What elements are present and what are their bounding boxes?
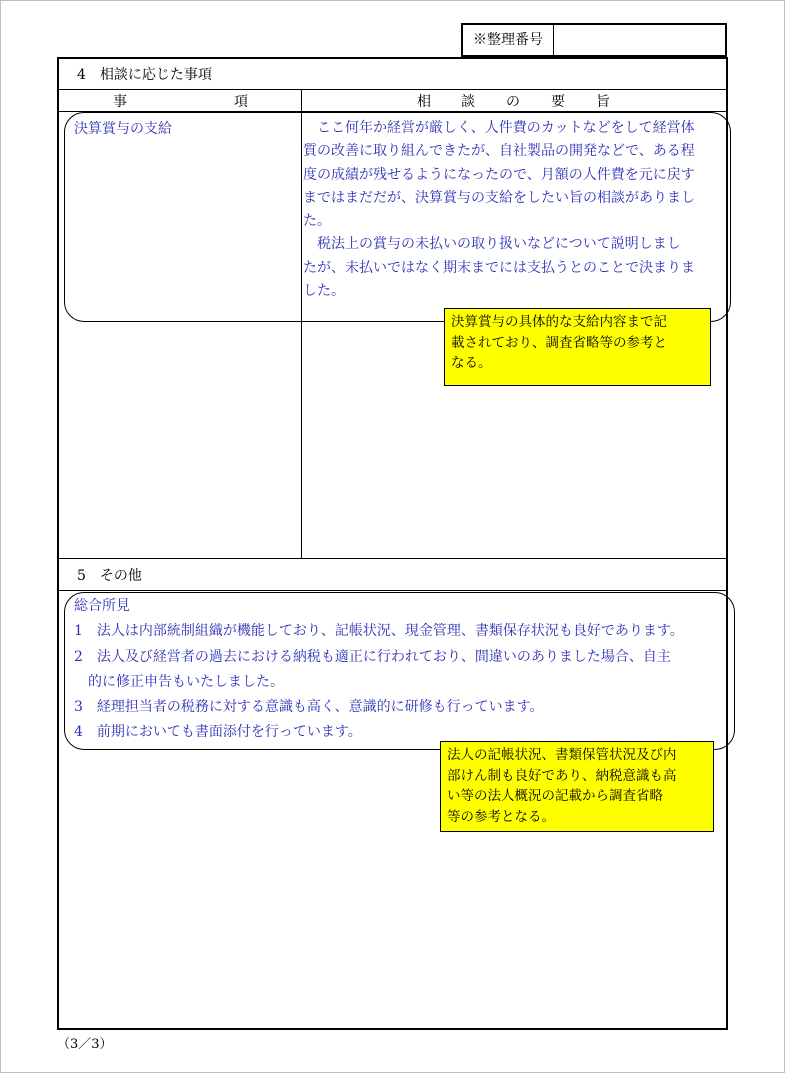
summary-line: 質の改善に取り組んできたが、自社製品の開発などで、ある程 (303, 143, 695, 160)
annotation-note: 法人の記帳状況、書類保管状況及び内 部けん制も良好であり、納税意識も高 い等の法人概況の記載から調査省略 等の参考となる。 (440, 741, 714, 832)
summary-line: た。 (303, 213, 331, 230)
summary-line: した。 (303, 283, 345, 300)
summary-line: 度の成績が残せるようになったので、月額の人件費を元に戻す (303, 166, 695, 183)
section5-title: 5 その他 (77, 568, 142, 584)
findings-heading: 総合所見 (74, 598, 130, 614)
divider (58, 590, 727, 591)
summary-line: たが、未払いではなく期末までには支払うとのことで決まりま (303, 259, 695, 276)
findings-line: 1 法人は内部統制組織が機能しており、記帳状況、現金管理、書類保存状況も良好であります。 (74, 623, 684, 640)
summary-line: ここ何年か経営が厳しく、人件費のカットなどをして経営体 (303, 120, 695, 136)
summary-line: 税法上の賞与の未払いの取り扱いなどについて説明しまし (303, 236, 681, 253)
consult-item: 決算賞与の支給 (74, 121, 172, 137)
findings-line: 4 前期においても書面添付を行っています。 (74, 724, 362, 741)
divider (58, 558, 727, 559)
divider (58, 89, 727, 90)
reference-number-value[interactable] (554, 25, 725, 55)
section4-title: 4 相談に応じた事項 (77, 67, 212, 83)
reference-number-label: ※整理番号 (463, 25, 554, 55)
findings-line: 3 経理担当者の税務に対する意識も高く、意識的に研修も行っています。 (74, 699, 544, 716)
highlight-outline (64, 112, 731, 322)
findings-line: 的に修正申告もいたしました。 (74, 673, 284, 690)
highlight-outline (64, 592, 735, 750)
reference-number-box (461, 23, 727, 57)
findings-line: 2 法人及び経営者の過去における納税も適正に行われており、間違いのありました場合、自主 (74, 648, 671, 665)
page-number: （3／3） (57, 1037, 113, 1052)
annotation-note: 決算賞与の具体的な支給内容まで記 載されており、調査省略等の参考と なる。 (444, 308, 711, 386)
summary-line: まではまだだが、決算賞与の支給をしたい旨の相談がありまし (303, 189, 695, 206)
